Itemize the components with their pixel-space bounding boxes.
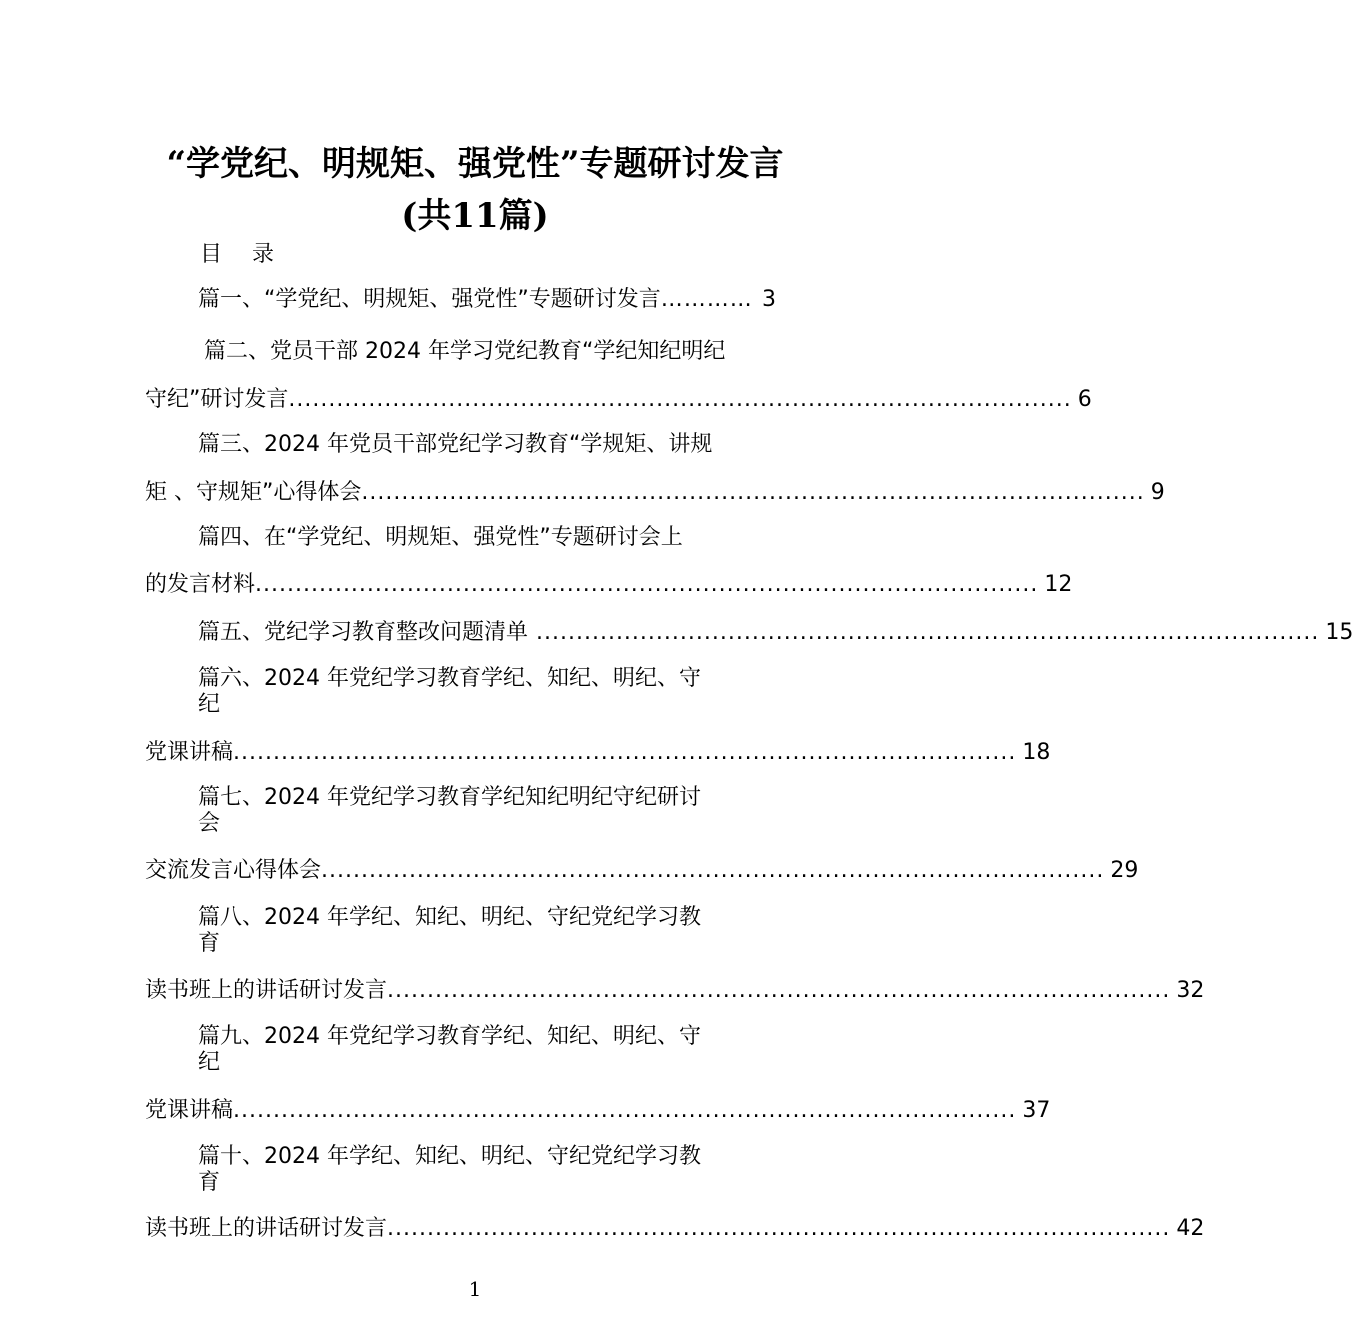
toc-leader-dots: .................................................................................................. xyxy=(233,1098,1017,1123)
page-number: 1 xyxy=(468,1277,482,1301)
toc-entry-8-line2[interactable]: 育 xyxy=(198,931,221,956)
toc-entry-6-line1[interactable]: 篇六、2024 年党纪学习教育学纪、知纪、明纪、守 xyxy=(198,666,701,691)
toc-leader-dots: .................................................................................................. xyxy=(321,858,1105,883)
toc-entry-9-line2[interactable]: 纪 xyxy=(198,1050,221,1075)
toc-leader-dots: .................................................................................................. xyxy=(387,1216,1171,1241)
toc-entry-text: 矩 、守规矩”心得体会 xyxy=(145,480,362,505)
toc-entry-3[interactable] xyxy=(145,480,1165,506)
toc-entry-2-line1[interactable]: 篇二、党员干部 2024 年学习党纪教育“学纪知纪明纪 xyxy=(204,339,726,364)
toc-page-number: 32 xyxy=(1176,978,1205,1003)
toc-entry-10-line2[interactable]: 育 xyxy=(198,1170,221,1195)
toc-page-number: 12 xyxy=(1044,572,1073,597)
toc-entry-text: 读书班上的讲话研讨发言 xyxy=(145,1216,388,1241)
toc-leader-dots: .................................................................................................. xyxy=(288,387,1072,412)
toc-entry-6[interactable] xyxy=(145,740,1051,766)
toc-entry-2[interactable] xyxy=(145,387,1092,413)
toc-entry-text: 篇一、“学党纪、明规矩、强党性”专题研讨发言 xyxy=(198,287,661,312)
toc-entry-9[interactable] xyxy=(145,1098,1051,1124)
toc-page-number: 42 xyxy=(1176,1216,1205,1241)
toc-page-number: 29 xyxy=(1110,858,1139,883)
toc-page-number: 9 xyxy=(1150,480,1165,505)
toc-entry-6-line2[interactable]: 纪 xyxy=(198,692,221,717)
toc-entry-7[interactable] xyxy=(145,858,1139,884)
document-title: “学党纪、明规矩、强党性”专题研讨发言 xyxy=(166,144,784,184)
document-subtitle: (共11篇) xyxy=(401,196,549,236)
toc-entry-7-line2[interactable]: 会 xyxy=(198,811,221,836)
toc-page-number: 6 xyxy=(1077,387,1092,412)
toc-heading: 目录 xyxy=(200,242,305,267)
toc-entry-7-line1[interactable]: 篇七、2024 年党纪学习教育学纪知纪明纪守纪研讨 xyxy=(198,785,701,810)
toc-entry-8-line1[interactable]: 篇八、2024 年学纪、知纪、明纪、守纪党纪学习教 xyxy=(198,905,701,930)
toc-entry-text: 交流发言心得体会 xyxy=(145,858,322,883)
toc-entry-4[interactable] xyxy=(145,572,1073,598)
toc-entry-10[interactable] xyxy=(145,1216,1205,1242)
toc-page-number: 37 xyxy=(1022,1098,1051,1123)
toc-entry-10-line1[interactable]: 篇十、2024 年学纪、知纪、明纪、守纪党纪学习教 xyxy=(198,1144,701,1169)
toc-page-number: 18 xyxy=(1022,740,1051,765)
toc-leader-dots: .................................................................................................. xyxy=(255,572,1039,597)
toc-entry-3-line1[interactable]: 篇三、2024 年党员干部党纪学习教育“学规矩、讲规 xyxy=(198,432,713,457)
toc-entry-text: 守纪”研讨发言 xyxy=(145,387,289,412)
toc-entry-text: 党课讲稿 xyxy=(145,1098,234,1123)
toc-entry-5[interactable] xyxy=(198,620,1353,646)
toc-entry-text: 读书班上的讲话研讨发言 xyxy=(145,978,388,1003)
toc-leader-dots: .................................................................................................. xyxy=(387,978,1171,1003)
toc-leader-dots: ………… xyxy=(660,287,753,312)
toc-entry-text: 的发言材料 xyxy=(145,572,256,597)
toc-page-number: 15 xyxy=(1325,620,1353,645)
toc-entry-8[interactable] xyxy=(145,978,1205,1004)
toc-leader-dots: .................................................................................................. xyxy=(528,620,1320,645)
toc-entry-text: 党课讲稿 xyxy=(145,740,234,765)
toc-entry-9-line1[interactable]: 篇九、2024 年党纪学习教育学纪、知纪、明纪、守 xyxy=(198,1024,701,1049)
toc-leader-dots: .................................................................................................. xyxy=(233,740,1017,765)
toc-leader-dots: .................................................................................................. xyxy=(361,480,1145,505)
toc-page-number: 3 xyxy=(762,287,776,312)
toc-entry-1[interactable] xyxy=(198,287,776,313)
toc-entry-text: 篇五、党纪学习教育整改问题清单 xyxy=(198,620,529,645)
toc-entry-4-line1[interactable]: 篇四、在“学党纪、明规矩、强党性”专题研讨会上 xyxy=(198,525,683,550)
